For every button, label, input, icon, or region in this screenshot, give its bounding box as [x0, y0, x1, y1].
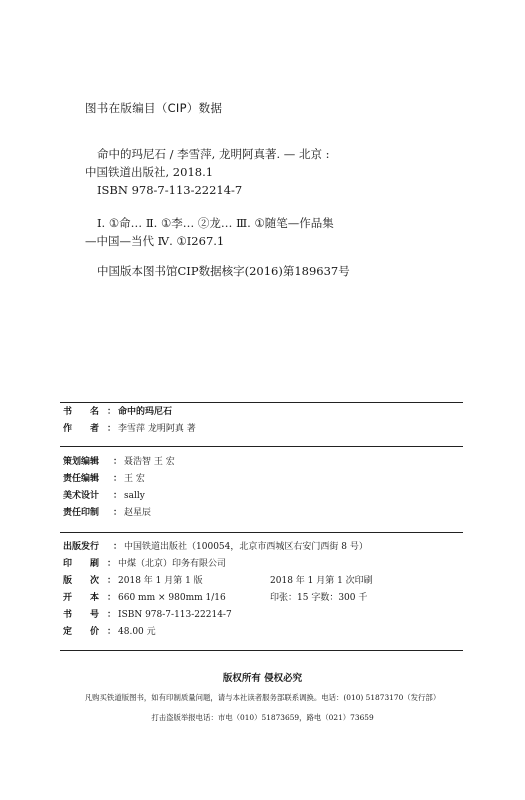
divider	[60, 402, 463, 403]
planning-editor-row: 策划编辑 ： 聂浩智 王 宏	[63, 454, 175, 471]
format-value: 660 mm × 980mm 1/16	[118, 593, 226, 603]
publisher-value: 中国铁道出版社（100054，北京市西城区右安门西街 8 号）	[124, 542, 368, 552]
format-label: 开 本	[63, 593, 99, 603]
sheets-words-value: 印张：15 字数：300 千	[270, 593, 368, 603]
book-author: 李雪萍 龙明阿真 著	[118, 424, 196, 434]
planning-editor-value: 聂浩智 王 宏	[124, 457, 175, 467]
art-design-value: sally	[124, 491, 145, 501]
responsible-editor-label: 责任编辑	[63, 474, 100, 484]
isbn-label: 书 号	[63, 610, 99, 620]
edition-label: 版 次	[63, 576, 99, 586]
print-supervisor-value: 赵星辰	[124, 508, 152, 518]
printer-label: 印 刷	[63, 559, 99, 569]
isbn-value: ISBN 978-7-113-22214-7	[118, 610, 232, 620]
printer-value: 中煤（北京）印务有限公司	[118, 559, 227, 569]
price-value: 48.00 元	[118, 627, 156, 637]
title-label: 书 名	[63, 407, 99, 417]
book-title: 命中的玛尼石	[118, 407, 173, 417]
publisher-label: 出版发行	[63, 542, 100, 552]
editor-info	[63, 454, 175, 522]
cip-entry-line: ISBN 978-7-113-22214-7	[97, 183, 243, 197]
divider	[60, 532, 463, 533]
author-label: 作 者	[63, 424, 99, 434]
price-row: 定 价 ： 48.00 元	[63, 624, 373, 641]
title-row: 书 名 ： 命中的玛尼石	[63, 404, 196, 421]
cip-entry-line: 中国铁道出版社, 2018.1	[85, 165, 214, 179]
publisher-row: 出版发行 ： 中国铁道出版社（100054，北京市西城区右安门西街 8 号）	[63, 539, 373, 556]
printing-date-value: 2018 年 1 月第 1 次印刷	[270, 576, 373, 586]
publication-info	[63, 539, 373, 641]
cip-subject-headings	[85, 214, 334, 250]
planning-editor-label: 策划编辑	[63, 457, 100, 467]
quality-notice: 凡购买铁道版图书，如有印制质量问题，请与本社读者服务部联系调换。电话：(010) 51873170（发行部）	[84, 693, 441, 702]
isbn-row: 书 号 ： ISBN 978-7-113-22214-7	[63, 607, 373, 624]
cip-number: 中国版本图书馆CIP数据核字(2016)第189637号	[97, 264, 350, 278]
cip-entry-line: 命中的玛尼石 / 李雪萍, 龙明阿真著. — 北京 :	[97, 147, 330, 161]
art-design-label: 美术设计	[63, 491, 100, 501]
cip-heading: 图书在版编目（CIP）数据	[85, 101, 223, 115]
book-info	[63, 404, 196, 438]
art-design-row: 美术设计 ： sally	[63, 488, 175, 505]
piracy-hotline: 打击盗版举报电话：市电（010）51873659，路电（021）73659	[151, 713, 374, 722]
edition-row: 版 次 ： 2018 年 1 月第 1 版 2018 年 1 月第 1 次印刷	[63, 573, 373, 590]
divider	[60, 446, 463, 447]
cip-subject-line: Ⅰ. ①命… Ⅱ. ①李… ②龙… Ⅲ. ①随笔—作品集	[97, 216, 334, 230]
cip-entry	[85, 145, 330, 199]
author-row: 作 者 ： 李雪萍 龙明阿真 著	[63, 421, 196, 438]
print-supervisor-label: 责任印制	[63, 508, 100, 518]
responsible-editor-value: 王 宏	[124, 474, 145, 484]
print-supervisor-row: 责任印制 ： 赵星辰	[63, 505, 175, 522]
edition-value: 2018 年 1 月第 1 版	[118, 576, 203, 586]
cip-subject-line: —中国—当代 Ⅳ. ①I267.1	[85, 234, 225, 248]
format-row: 开 本 ： 660 mm × 980mm 1/16 印张：15 字数：300 千	[63, 590, 373, 607]
divider	[60, 650, 463, 651]
price-label: 定 价	[63, 627, 99, 637]
rights-notice: 版权所有 侵权必究	[222, 673, 303, 684]
printer-row: 印 刷 ： 中煤（北京）印务有限公司	[63, 556, 373, 573]
responsible-editor-row: 责任编辑 ： 王 宏	[63, 471, 175, 488]
